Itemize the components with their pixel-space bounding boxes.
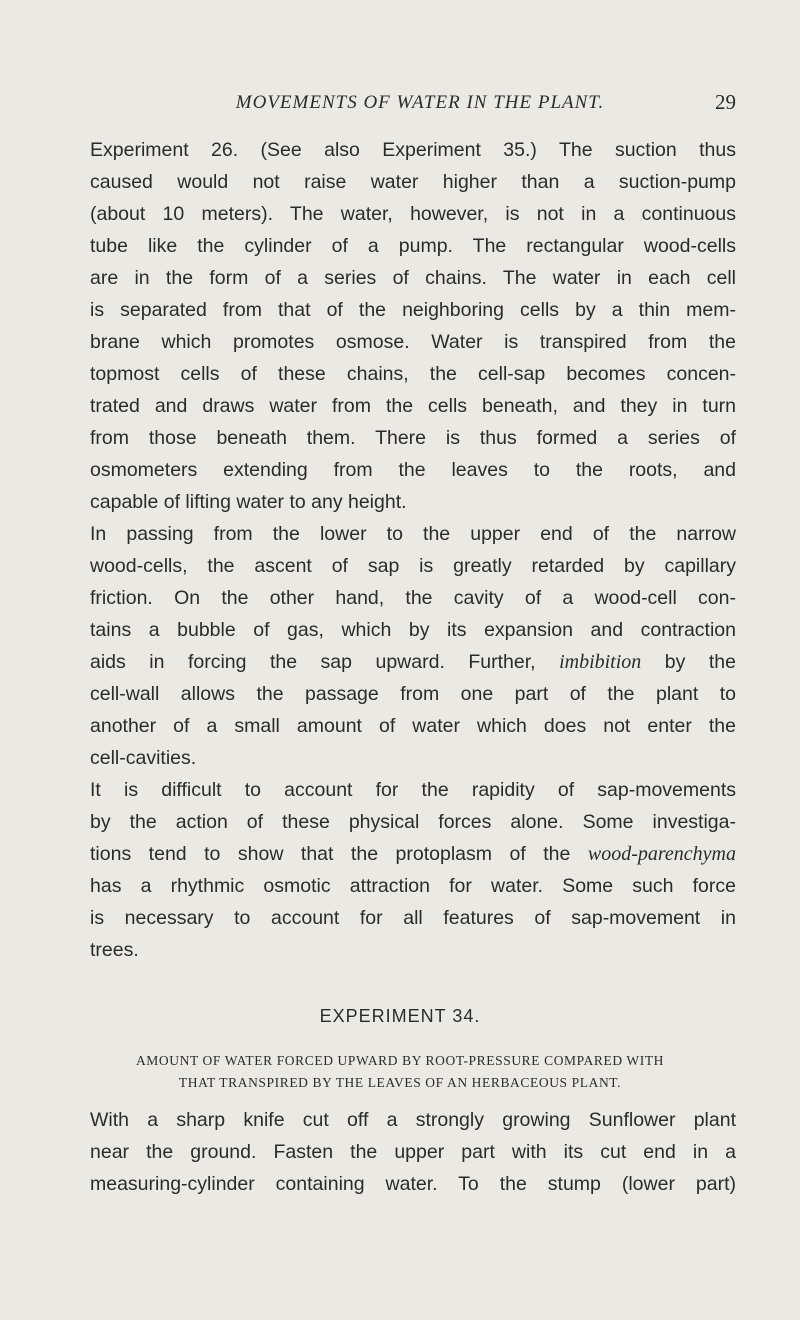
text-line: measuring-cylinder containing water. To the stump (lower part): [90, 1173, 736, 1195]
text-line: is necessary to account for all features of sap-movement in: [90, 907, 736, 929]
text-line: brane which promotes osmose. Water is transpired from the: [90, 331, 736, 353]
paragraph: [64, 1104, 736, 1200]
text-line: another of a small amount of water which does not enter the: [90, 715, 736, 737]
text-line: near the ground. Fasten the upper part with its cut end in a: [90, 1141, 736, 1163]
text-line: topmost cells of these chains, the cell-sap becomes concen-: [90, 363, 736, 385]
subheading-line: THAT TRANSPIRED BY THE LEAVES OF AN HERBACEOUS PLANT.: [178, 1075, 622, 1090]
text-line: caused would not raise water higher than a suction-pump: [90, 171, 736, 193]
paragraph: [64, 774, 736, 966]
text-line: With a sharp knife cut off a strongly growing Sunflower plant: [90, 1109, 736, 1131]
text-line: It is difficult to account for the rapidity of sap-movements: [90, 779, 736, 801]
italic-term: imbibition: [559, 651, 642, 673]
text-line: trees.: [90, 939, 139, 961]
text-line: from those beneath them. There is thus formed a series of: [90, 427, 736, 449]
text-line: osmometers extending from the leaves to the roots, and: [90, 459, 736, 481]
text-line: cell-wall allows the passage from one part of the plant to: [90, 683, 736, 705]
subheading-line: AMOUNT OF WATER FORCED UPWARD BY ROOT-PRESSURE COMPARED WITH: [135, 1053, 665, 1068]
text-segment: aids in forcing the sap upward. Further,: [90, 651, 536, 673]
running-title: MOVEMENTS OF WATER IN THE PLANT.: [235, 92, 605, 113]
text-line: by the action of these physical forces alone. Some investiga-: [90, 811, 736, 833]
book-page: [64, 92, 736, 1200]
paragraph: [64, 134, 736, 518]
experiment-subheading: [64, 1050, 736, 1094]
text-line: [64, 838, 736, 870]
text-segment: tions tend to show that the protoplasm of the: [90, 843, 571, 865]
text-line: is separated from that of the neighboring cells by a thin mem-: [90, 299, 736, 321]
text-line: In passing from the lower to the upper end of the narrow: [90, 523, 736, 545]
text-line: friction. On the other hand, the cavity of a wood-cell con-: [90, 587, 736, 609]
text-line: cell-cavities.: [90, 747, 197, 769]
text-line: wood-cells, the ascent of sap is greatly retarded by capillary: [90, 555, 736, 577]
italic-term: wood-parenchyma: [587, 843, 736, 865]
text-segment: by the: [664, 651, 736, 673]
text-line: (about 10 meters). The water, however, is not in a continuous: [90, 203, 736, 225]
text-line: tains a bubble of gas, which by its expansion and contraction: [90, 619, 736, 641]
experiment-heading: EXPERIMENT 34.: [319, 1006, 481, 1026]
running-head: [64, 92, 736, 124]
text-line: Experiment 26. (See also Experiment 35.) The suction thus: [90, 139, 736, 161]
text-line: trated and draws water from the cells beneath, and they in turn: [90, 395, 736, 417]
text-line: [64, 646, 736, 678]
paragraph: [64, 518, 736, 774]
text-line: tube like the cylinder of a pump. The rectangular wood-cells: [90, 235, 736, 257]
text-line: are in the form of a series of chains. The water in each cell: [90, 267, 736, 289]
text-line: capable of lifting water to any height.: [90, 491, 407, 513]
body-text: [64, 134, 736, 1200]
page-number: 29: [715, 90, 736, 114]
text-line: has a rhythmic osmotic attraction for water. Some such force: [90, 875, 736, 897]
